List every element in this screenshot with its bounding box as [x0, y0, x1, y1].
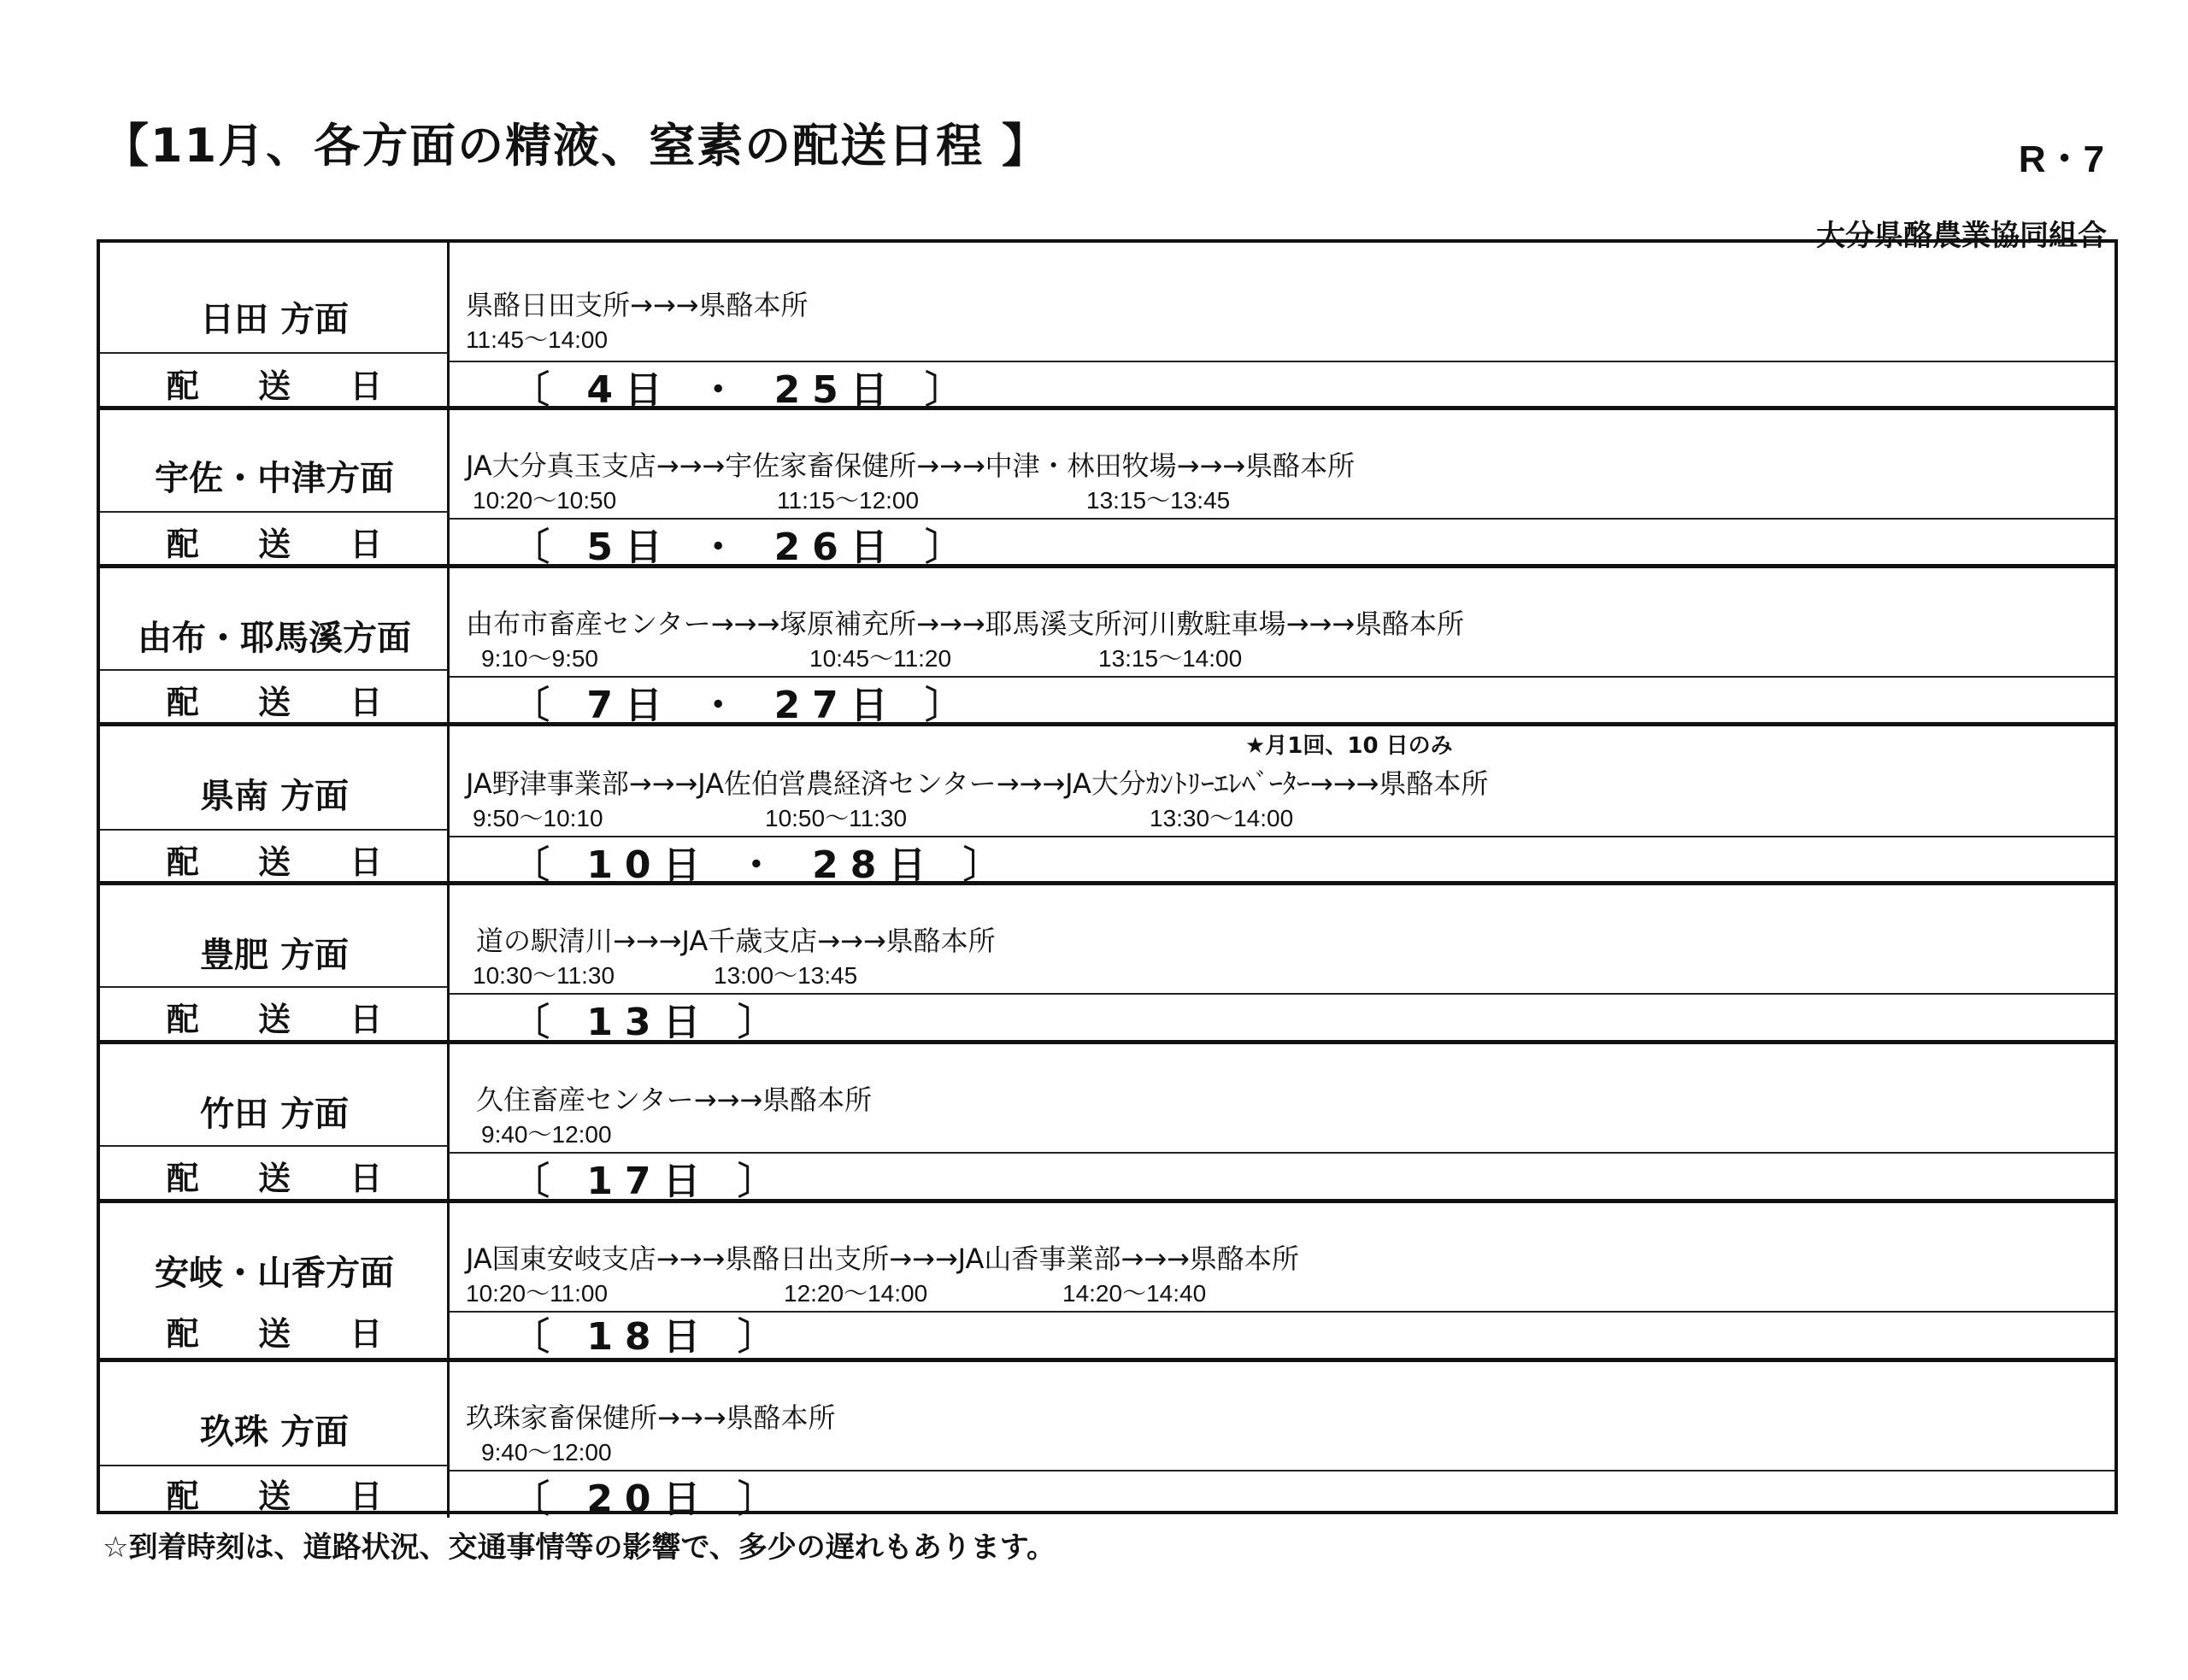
- row-divider: [100, 829, 449, 831]
- arrival-time: 9:50～10:10: [473, 805, 603, 831]
- delivery-days: 〔 18日 〕: [512, 1315, 787, 1359]
- delivery-days: 〔 17日 〕: [512, 1160, 787, 1203]
- delivery-day-label: 配 送 日: [166, 1160, 407, 1197]
- delivery-days: 〔 13日 〕: [512, 1001, 787, 1044]
- delivery-day-label: 配 送 日: [166, 526, 407, 563]
- delivery-days: 〔 5日 ・ 26日 〕: [512, 526, 975, 569]
- arrival-time: 13:30～14:00: [1150, 805, 1294, 831]
- arrival-time: 10:20～11:00: [466, 1280, 609, 1307]
- arrival-time: 10:45～11:20: [809, 645, 952, 672]
- route-text: 久住畜産センター→→→県酪本所: [476, 1084, 873, 1116]
- area-block-hohi: [100, 885, 2114, 1044]
- row-divider: [100, 669, 449, 671]
- arrival-time: 9:10～9:50: [481, 645, 598, 672]
- route-note: ★月1回、10 日のみ: [1245, 733, 1453, 759]
- arrival-time: 13:15～13:45: [1086, 487, 1231, 514]
- arrival-time: 13:15～14:00: [1098, 645, 1243, 672]
- row-divider: [100, 1465, 449, 1466]
- area-name: 由布・耶馬溪方面: [138, 619, 411, 658]
- arrival-time: 10:30～11:30: [473, 962, 615, 989]
- area-name: 竹田 方面: [200, 1095, 349, 1134]
- area-block-aki-yamaga: [100, 1203, 2114, 1362]
- area-block-hita: [100, 243, 2114, 410]
- page-number: R・7: [2018, 138, 2104, 180]
- route-text: 道の駅清川→→→JA千歳支店→→→県酪本所: [476, 925, 996, 957]
- delivery-days: 〔 7日 ・ 27日 〕: [512, 684, 975, 727]
- area-block-kusu: [100, 1362, 2114, 1521]
- area-name: 宇佐・中津方面: [155, 459, 394, 498]
- area-block-kennan: [100, 726, 2114, 885]
- row-divider: [100, 352, 449, 354]
- delivery-days: 〔 20日 〕: [512, 1477, 787, 1521]
- delivery-day-label: 配 送 日: [166, 1315, 407, 1353]
- delivery-schedule-table: [97, 239, 2118, 1521]
- area-name: 玖珠 方面: [200, 1413, 349, 1452]
- route-text: JA国東安岐支店→→→県酪日出支所→→→JA山香事業部→→→県酪本所: [466, 1242, 1299, 1275]
- arrival-time: 10:50～11:30: [765, 805, 908, 831]
- area-block-usa-nakatsu: [100, 410, 2114, 568]
- route-text: 県酪日田支所→→→県酪本所: [466, 289, 809, 321]
- area-name: 豊肥 方面: [200, 936, 349, 975]
- delivery-days: 〔 4日 ・ 25日 〕: [512, 368, 975, 412]
- arrival-time: 9:40～12:00: [481, 1121, 612, 1148]
- route-text: 由布市畜産センター→→→塚原補充所→→→耶馬溪支所河川敷駐車場→→→県酪本所: [466, 608, 1465, 640]
- delivery-day-label: 配 送 日: [166, 843, 407, 881]
- arrival-time: 11:15～12:00: [777, 487, 920, 514]
- footnote: ☆到着時刻は、道路状況、交通事情等の影響で、多少の遅れもあります。: [103, 1530, 1056, 1565]
- organization-name: 大分県酪農業協同組合: [1816, 219, 2107, 253]
- area-name: 日田 方面: [200, 300, 349, 339]
- delivery-day-label: 配 送 日: [166, 1001, 407, 1038]
- delivery-days: 〔 10日 ・ 28日 〕: [512, 843, 1013, 887]
- row-divider: [100, 986, 449, 988]
- arrival-time: 9:40～12:00: [481, 1439, 612, 1466]
- delivery-day-label: 配 送 日: [166, 1477, 407, 1515]
- delivery-day-label: 配 送 日: [166, 684, 407, 721]
- row-divider: [100, 511, 449, 513]
- arrival-time: 13:00～13:45: [714, 962, 858, 989]
- arrival-time: 11:45～14:00: [466, 326, 609, 353]
- row-divider: [100, 1145, 449, 1147]
- route-text: 玖珠家畜保健所→→→県酪本所: [466, 1401, 836, 1434]
- area-name: 安岐・山香方面: [155, 1254, 394, 1293]
- page-title: 【11月、各方面の精液、窒素の配送日程 】: [103, 119, 1050, 173]
- arrival-time: 14:20～14:40: [1062, 1280, 1207, 1307]
- arrival-time: 12:20～14:00: [784, 1280, 928, 1307]
- area-block-yufu-yabakei: [100, 568, 2114, 726]
- area-block-taketa: [100, 1044, 2114, 1203]
- route-text: JA大分真玉支店→→→宇佐家畜保健所→→→中津・林田牧場→→→県酪本所: [466, 449, 1356, 482]
- route-text: JA野津事業部→→→JA佐伯営農経済センター→→→JA大分ｶﾝﾄﾘｰｴﾚﾍﾞｰﾀｰ→→→県酪本所: [466, 767, 1489, 800]
- delivery-day-label: 配 送 日: [166, 367, 407, 405]
- area-name: 県南 方面: [200, 777, 349, 816]
- arrival-time: 10:20～10:50: [473, 487, 617, 514]
